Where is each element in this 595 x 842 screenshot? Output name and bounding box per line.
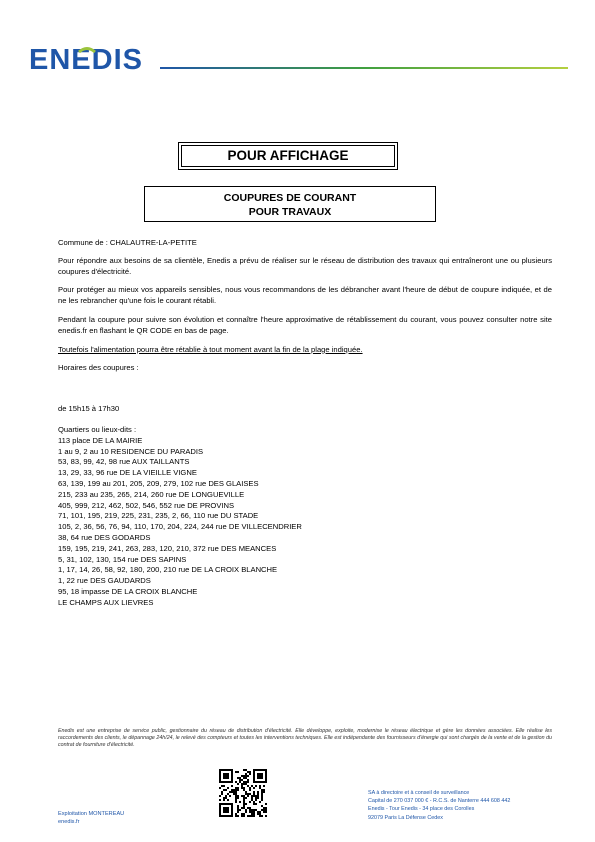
website-link[interactable]: enedis.fr bbox=[58, 819, 80, 825]
quartier-item: 113 place DE LA MAIRIE bbox=[58, 435, 143, 445]
company-line: SA à directoire et à conseil de surveillance bbox=[368, 790, 470, 796]
header-line bbox=[160, 67, 568, 69]
company-line: 92079 Paris La Défense Cedex bbox=[368, 814, 443, 821]
enedis-logo bbox=[29, 43, 159, 73]
protection-paragraph: Pour protéger au mieux vos appareils sensibles, nous vous recommandons de les débrancher avant l'heure de début de coupure indiquée, et de ne les rebrancher qu'une fois le courant rétabli. bbox=[58, 285, 552, 306]
exploitation-info bbox=[58, 810, 124, 826]
exploitation-label: Exploitation MONTEREAU bbox=[58, 811, 125, 817]
commune-line: Commune de : CHALAUTRE-LA-PETITE bbox=[58, 238, 197, 247]
qr-info-paragraph: Pendant la coupure pour suivre son évolution et connaître l'heure approximative de rétablissement du courant, vous pouvez consulter notre site enedis.fr en flashant le QR CODE en bas de page. bbox=[58, 314, 552, 335]
quartier-item: 1, 22 rue DES GAUDARDS bbox=[58, 576, 151, 586]
footer-note: Enedis est une entreprise de service public, gestionnaire du réseau de distribution d'électricité. Elle développe, exploite, modernise le réseau électrique et gère les données associées. Elle réalise les raccordements des clients, le dépannage 24h/24, le relevé des compteurs et toutes les interventions techniques. Elle est indépendante des fournisseurs d'énergie qui sont chargés de la vente et de la gestion du contrat de fourniture d'électricité. bbox=[58, 728, 552, 749]
company-line: Capital de 270 037 000 € - R.C.S. de Nanterre 444 608 442 bbox=[368, 798, 511, 805]
quartier-item: 159, 195, 219, 241, 263, 283, 120, 210, 372 rue DES MEANCES bbox=[58, 543, 277, 553]
subtitle-box bbox=[144, 186, 436, 222]
outage-hours: de 15h15 à 17h30 bbox=[58, 404, 120, 414]
quartiers-label: Quartiers ou lieux-dits : bbox=[58, 424, 137, 434]
intro-paragraph: Pour répondre aux besoins de sa clientèle, Enedis a prévu de réaliser sur le réseau de distribution des travaux qui entraîneront une ou plusieurs coupures d'électricité. bbox=[58, 255, 552, 276]
logo-wordmark: ENEDIS bbox=[29, 44, 143, 73]
quartier-item: 1, 17, 14, 26, 58, 92, 180, 200, 210 rue DE LA CROIX BLANCHE bbox=[58, 565, 278, 575]
quartier-item: 405, 999, 212, 462, 502, 546, 552 rue DE PROVINS bbox=[58, 500, 235, 510]
quartier-item: 105, 2, 36, 56, 76, 94, 110, 170, 204, 224, 244 rue DE VILLECENDRIER bbox=[58, 522, 302, 532]
quartier-item: 38, 64 rue DES GODARDS bbox=[58, 532, 151, 542]
quartier-item: 71, 101, 195, 219, 225, 231, 235, 2, 66, 110 rue DU STADE bbox=[58, 511, 259, 521]
page-title: POUR AFFICHAGE bbox=[178, 142, 398, 170]
quartier-item: 63, 139, 199 au 201, 205, 209, 279, 102 rue DES GLAISES bbox=[58, 478, 259, 488]
quartier-item: LE CHAMPS AUX LIEVRES bbox=[58, 597, 154, 607]
notice-body bbox=[58, 238, 552, 609]
quartier-item: 53, 83, 99, 42, 98 rue AUX TAILLANTS bbox=[58, 457, 190, 467]
quartier-item: 95, 18 impasse DE LA CROIX BLANCHE bbox=[58, 586, 198, 596]
quartiers-list bbox=[58, 436, 552, 609]
qr-code[interactable] bbox=[219, 769, 267, 817]
quartier-item: 215, 233 au 235, 265, 214, 260 rue DE LONGUEVILLE bbox=[58, 489, 245, 499]
horaires-label: Horaires des coupures : bbox=[58, 363, 139, 373]
quartier-item: 1 au 9, 2 au 10 RESIDENCE DU PARADIS bbox=[58, 446, 204, 456]
restore-warning: Toutefois l'alimentation pourra être rétablie à tout moment avant la fin de la plage indiquée. bbox=[58, 344, 363, 354]
company-info bbox=[368, 789, 510, 822]
subtitle-line-2: POUR TRAVAUX bbox=[248, 206, 332, 218]
quartier-item: 13, 29, 33, 96 rue DE LA VIEILLE VIGNE bbox=[58, 468, 197, 478]
company-line: Enedis - Tour Enedis - 34 place des Corolles bbox=[368, 806, 475, 813]
subtitle-line-1: COUPURES DE COURANT bbox=[223, 192, 357, 204]
quartier-item: 5, 31, 102, 130, 154 rue DES SAPINS bbox=[58, 554, 187, 564]
